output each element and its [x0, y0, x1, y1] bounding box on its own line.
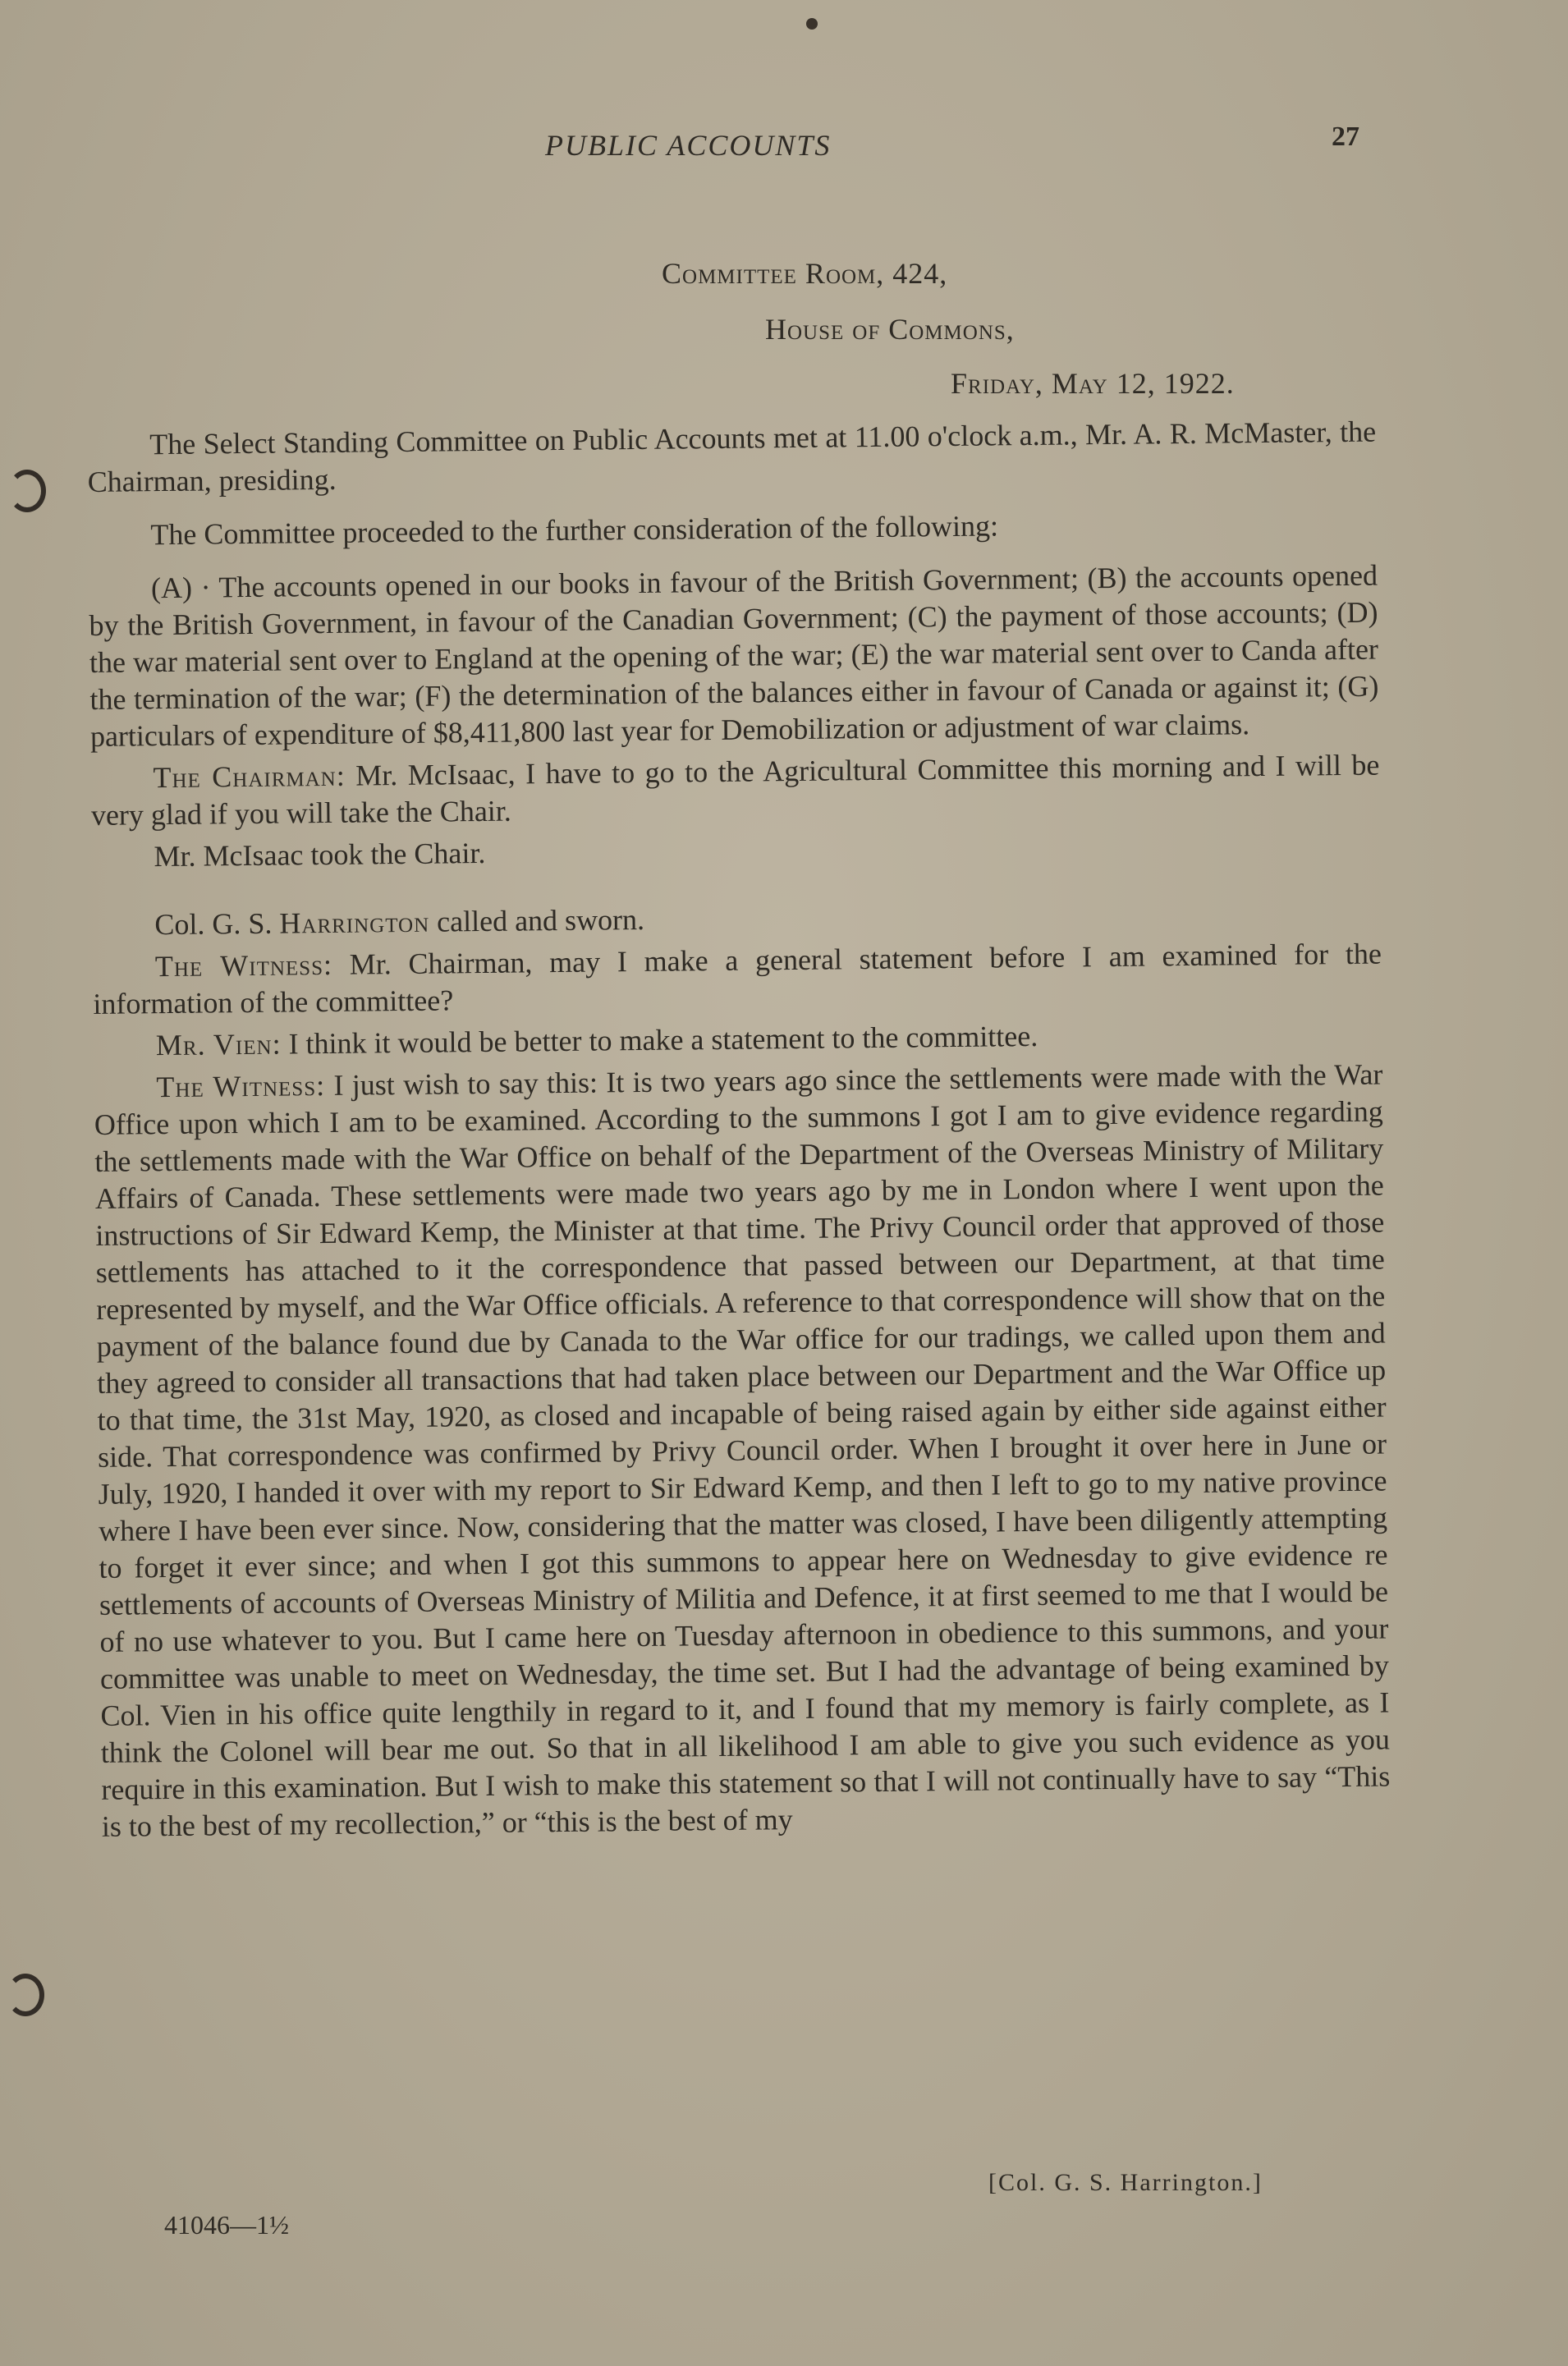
ink-dot	[806, 18, 818, 30]
witness-prefix: Col. G. S.	[154, 906, 280, 942]
document-body	[87, 414, 1391, 1850]
speaker-label: The Chairman:	[153, 759, 346, 795]
paragraph-chair-taken: Mr. McIsaac took the Chair.	[154, 836, 486, 873]
paragraph-meeting-opened: The Select Standing Committee on Public Accounts met at 11.00 o'clock a.m., Mr. A. R. McMaster, the Chairman, presiding.	[87, 415, 1377, 498]
dateline-committee-room: Committee Room, 424,	[662, 257, 948, 290]
witness-name: Harrington	[279, 905, 430, 940]
paragraph-witness-sworn	[92, 894, 1381, 944]
binding-hole-bottom	[7, 1974, 44, 2016]
print-code: 41046—1½	[164, 2210, 289, 2240]
dateline-date: Friday, May 12, 1922.	[951, 367, 1235, 400]
binding-hole-top	[8, 470, 46, 512]
witness-sworn-text: called and sworn.	[429, 902, 645, 938]
running-title: PUBLIC ACCOUNTS	[545, 129, 832, 162]
paragraph-agenda-items: (A) · The accounts opened in our books in favour of the British Government; (B) the accounts opened by the British Government, in favour of the Canadian Government; (C) the payment of those accounts; (D) the war material sent over to England at the opening of the war; (E) the war material sent over to Canda after the termination of the war; (F) the determination of the balances either in favour of Canada or against it; (G) particulars of expenditure of $8,411,800 last year for Demobilization or adjustment of war claims.	[89, 558, 1379, 753]
dateline-house-of-commons: House of Commons,	[765, 313, 1015, 346]
page-number: 27	[1332, 122, 1359, 152]
paragraph-consideration: The Committee proceeded to the further consideration of the following:	[150, 509, 999, 552]
speaker-label: Mr. Vien:	[155, 1027, 282, 1062]
paragraph-chairman-remark	[90, 747, 1380, 834]
speaker-label: The Witness:	[154, 947, 333, 984]
paragraph-witness-statement	[94, 1057, 1391, 1846]
speaker-label: The Witness:	[156, 1069, 326, 1104]
speaker-signoff: [Col. G. S. Harrington.]	[988, 2169, 1263, 2196]
paragraph-vien-reply	[94, 1015, 1382, 1065]
speech-text: I just wish to say this: It is two years ago since the settlements were made with the War Office upon which I am to be examined. According to the summons I got I am to give evidence regarding the settlements made with the War Office on behalf of the Department of the Overseas Ministry of Military Affairs of Canada. These settlements were made two years ago by me in London where I went upon the instructions of Sir Edward Kemp, the Minister at that time. The Privy Council order that approved of those settlements has attached to it the correspondence that passed between our Department, at that time represented by myself, and the War Office officials. A reference to that correspondence will show that on the payment of the balance found due by Canada to the War office for our tradings, we called upon them and they agreed to consider all transactions that had taken place between our Department and the War Office up to that time, the 31st May, 1920, as closed and incapable of being raised again by either side against either side. That correspondence was confirmed by Privy Council order. When I brought it over here in June or July, 1920, I handed it over with my report to Sir Edward Kemp, and then I left to go to my native province where I have been ever since. Now, considering that the matter was closed, I have been diligently attempting to forget it ever since; and when I got this summons to appear here on Wednesday to give evidence re settlements of accounts of Overseas Ministry of Militia and Defence, it at first seemed to me that I would be of no use whatever to you. But I came here on Tuesday afternoon in obedience to this summons, and your committee was unable to meet on Wednesday, the time set. But I had the advantage of being examined by Col. Vien in his office quite lengthily in regard to it, and I found that my memory is fairly complete, as I think the Colonel will bear me out. So that in all likelihood I am able to give you such evidence as you require in this examination. But I wish to make this statement so that I will not continually have to say “This is to the best of my recollection,” or “this is the best of my	[94, 1057, 1391, 1843]
speech-text: I think it would be better to make a statement to the committee.	[281, 1019, 1038, 1061]
speech-text: Mr. McIsaac, I have to go to the Agricultural Committee this morning and I will be very glad if you will take the Chair.	[90, 748, 1380, 832]
speech-text: Mr. Chairman, may I make a general statement before I am examined for the information of the committee?	[93, 937, 1382, 1020]
paragraph-witness-request	[93, 936, 1382, 1023]
